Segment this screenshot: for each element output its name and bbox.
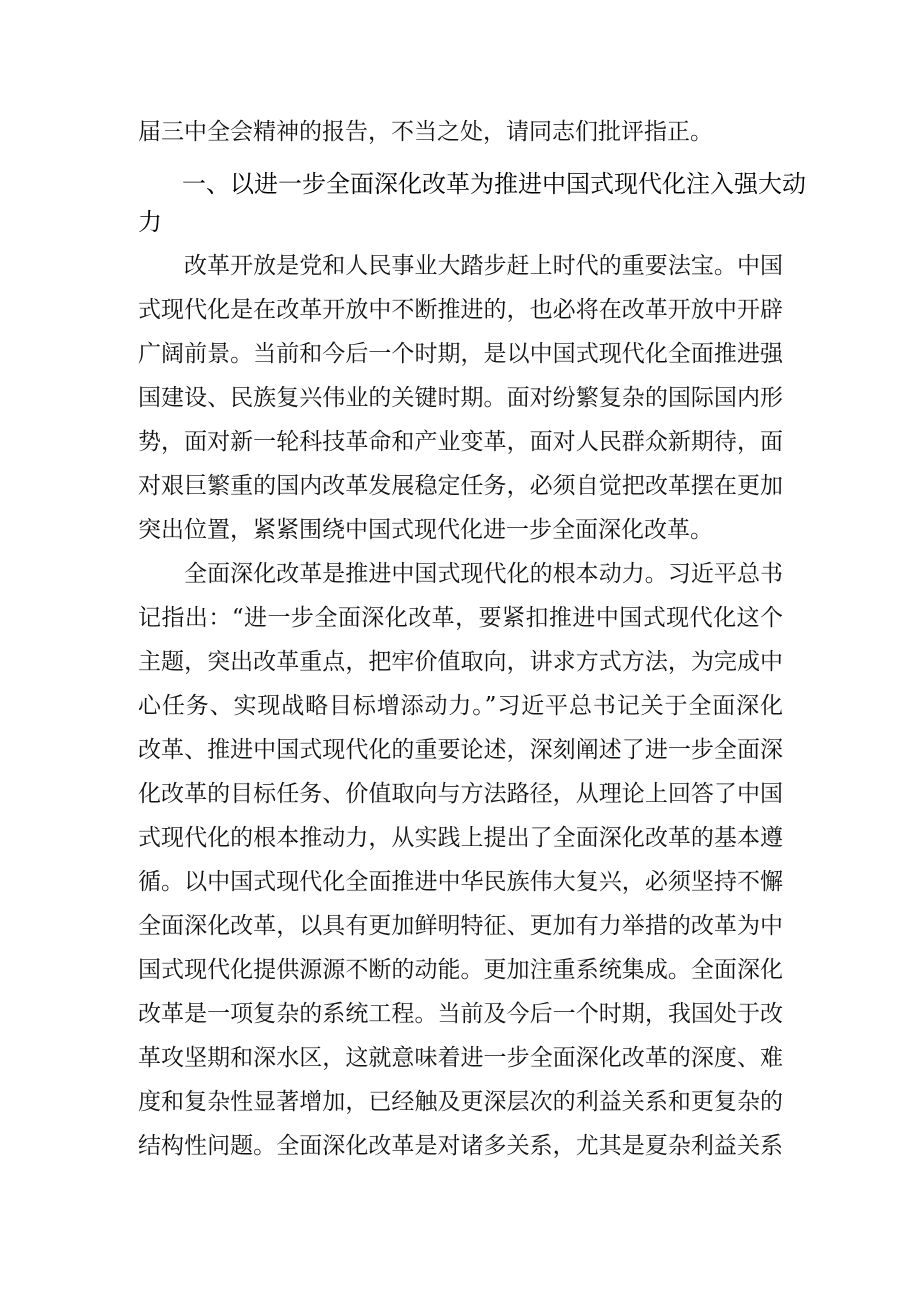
paragraph-2-line: 国式现代化提供源源不断的动能。更加注重系统集成。全面深化 (138, 957, 783, 983)
paragraph-1-line: 突出位置，紧紧围绕中国式现代化进一步全面深化改革。 (138, 517, 713, 543)
paragraph-2-line: 化改革的目标任务、价值取向与方法路径，从理论上回答了中国 (138, 781, 783, 807)
paragraph-2-line: 式现代化的根本推动力，从实践上提出了全面深化改革的基本遵 (138, 825, 783, 851)
paragraph-2-line: 结构性问题。全面深化改革是对诸多关系，尤其是夏杂利益关系 (138, 1133, 783, 1159)
section-heading-line-2: 力 (138, 208, 162, 236)
paragraph-2-line: 改革、推进中国式现代化的重要论述，深刻阐述了进一步全面深 (138, 737, 783, 763)
paragraph-1-line: 势，面对新一轮科技革命和产业变革，面对人民群众新期待，面 (138, 429, 783, 455)
paragraph-2-line: 心任务、实现战略目标增添动力。”习近平总书记关于全面深化 (138, 693, 783, 719)
paragraph-2-line: 全面深化改革，以具有更加鲜明特征、更加有力举措的改革为中 (138, 913, 783, 939)
paragraph-1-line: 对艰巨繁重的国内改革发展稳定任务，必须自觉把改革摆在更加 (138, 473, 783, 499)
paragraph-2-line: 革攻坚期和深水区，这就意味着进一步全面深化改革的深度、难 (138, 1045, 783, 1071)
paragraph-1-line: 广阔前景。当前和今后一个时期，是以中国式现代化全面推进强 (138, 341, 783, 367)
paragraph-2-line: 全面深化改革是推进中国式现代化的根本动力。习近平总书 (184, 561, 783, 587)
intro-line: 届三中全会精神的报告，不当之处，请同志们批评指正。 (138, 119, 713, 145)
section-heading-line-1: 一、以进一步全面深化改革为推进中国式现代化注入强大动 (182, 170, 806, 198)
paragraph-2-line: 主题，突出改革重点，把牢价值取向，讲求方式方法，为完成中 (138, 649, 783, 675)
paragraph-1-line: 改革开放是党和人民事业大踏步赶上时代的重要法宝。中国 (184, 253, 783, 279)
paragraph-2-line: 循。以中国式现代化全面推进中华民族伟大复兴，必须坚持不懈 (138, 869, 783, 895)
paragraph-1-line: 国建设、民族复兴伟业的关键时期。面对纷繁复杂的国际国内形 (138, 385, 783, 411)
paragraph-1-line: 式现代化是在改革开放中不断推进的，也必将在改革开放中开辟 (138, 297, 783, 323)
paragraph-2-line: 改革是一项复杂的系统工程。当前及今后一个时期，我国处于改 (138, 1001, 783, 1027)
paragraph-2-line: 记指出：“进一步全面深化改革，要紧扣推进中国式现代化这个 (138, 605, 783, 631)
paragraph-2-line: 度和复杂性显著增加，已经触及更深层次的利益关系和更复杂的 (138, 1089, 783, 1115)
